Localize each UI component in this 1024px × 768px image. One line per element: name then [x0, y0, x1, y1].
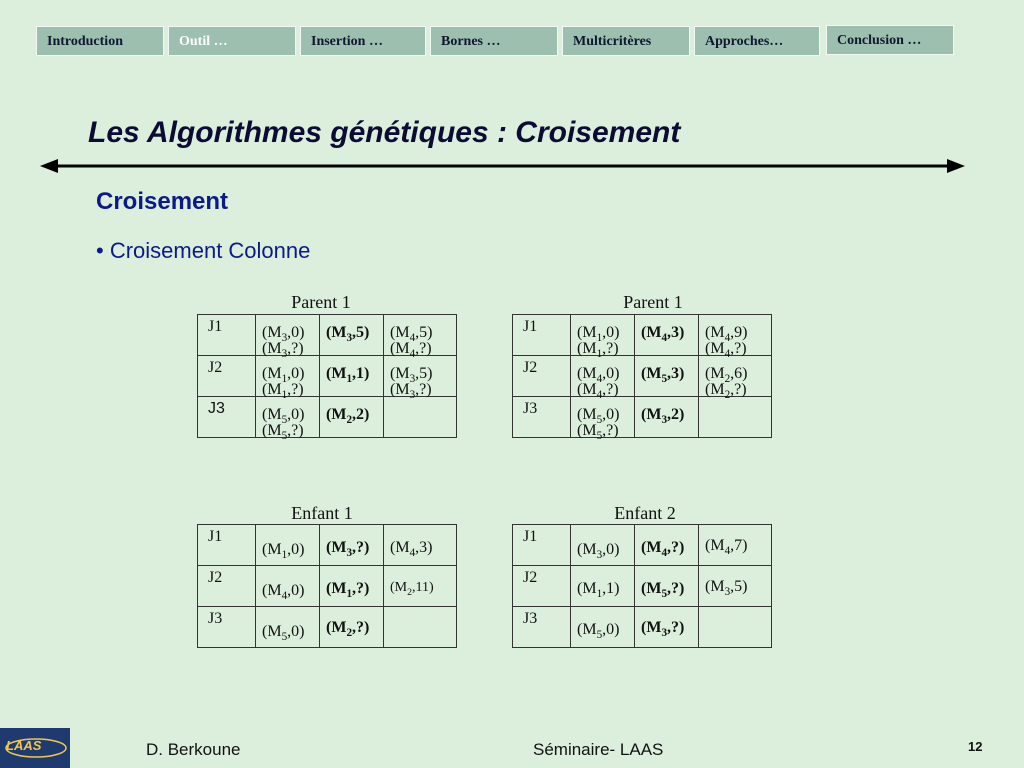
machine-cell: $(M_3,5)$ [320, 315, 384, 356]
tab-multicriteres[interactable]: Multicritères [562, 26, 690, 56]
tab-introduction[interactable]: Introduction [36, 26, 164, 56]
tab-insertion[interactable]: Insertion … [300, 26, 426, 56]
table-row [513, 315, 772, 356]
bullet-text: Croisement Colonne [109, 238, 311, 263]
table-row [198, 525, 457, 566]
bullet-mark: • [96, 238, 104, 263]
section-heading: Croisement [96, 188, 229, 215]
machine-cell: $(M_1,1)$ [571, 566, 635, 607]
machine-cell: $(M_4,0)$ $(M_4,?)$ [571, 356, 635, 397]
logo-text: LAAS [6, 738, 42, 753]
bullet-item [96, 238, 310, 264]
machine-cell: $(M_4,7)$ [699, 525, 772, 566]
laas-logo [0, 728, 70, 768]
slide-title: Les Algorithmes génétiques : Croisement [88, 116, 681, 149]
machine-cell [384, 397, 457, 438]
table-row [513, 525, 772, 566]
machine-cell: $(M_3,5)$ $(M_3,?)$ [384, 356, 457, 397]
footer-event: Séminaire- LAAS [533, 740, 664, 759]
tab-conclusion[interactable]: Conclusion … [826, 25, 954, 55]
machine-cell [699, 397, 772, 438]
machine-cell [699, 607, 772, 648]
job-cell: J3 [198, 397, 256, 438]
machine-cell: $(M_3,?)$ [635, 607, 699, 648]
job-cell: J2 [513, 566, 571, 607]
job-cell: J2 [198, 566, 256, 607]
table-row [198, 397, 457, 438]
machine-cell: $(M_4,5)$ $(M_4,?)$ [384, 315, 457, 356]
child2-label: Enfant 2 [614, 503, 676, 523]
table-row [198, 356, 457, 397]
machine-cell: $(M_4,0)$ [256, 566, 320, 607]
section-nav [0, 26, 1024, 60]
machine-cell: $(M_4,3)$ [384, 525, 457, 566]
machine-cell: $(M_5,3)$ [635, 356, 699, 397]
table-row [513, 566, 772, 607]
table-row [198, 607, 457, 648]
parent1-label: Parent 1 [291, 292, 351, 312]
tab-outil[interactable]: Outil … [168, 26, 296, 56]
machine-cell [384, 607, 457, 648]
machine-cell: $(M_3,0)$ $(M_3,?)$ [256, 315, 320, 356]
machine-cell: $(M_5,0)$ [571, 607, 635, 648]
job-cell: J3 [513, 607, 571, 648]
job-cell: J2 [198, 356, 256, 397]
machine-cell: $(M_4,3)$ [635, 315, 699, 356]
child1-label: Enfant 1 [291, 503, 353, 523]
machine-cell: $(M_5,0)$ $(M_5,?)$ [571, 397, 635, 438]
job-cell: J1 [513, 315, 571, 356]
parent2-label: Parent 1 [623, 292, 683, 312]
table-row [513, 607, 772, 648]
machine-cell: $(M_2,?)$ [320, 607, 384, 648]
parent2-table [512, 314, 772, 443]
machine-cell: $(M_5,0)$ [256, 607, 320, 648]
machine-cell: $(M_1,0)$ $(M_1,?)$ [256, 356, 320, 397]
machine-cell: $(M_4,9)$ $(M_4,?)$ [699, 315, 772, 356]
page-number: 12 [968, 739, 983, 754]
machine-cell: $(M_2,6)$ $(M_2,?)$ [699, 356, 772, 397]
parent1-table [197, 314, 457, 443]
machine-cell: $(M_1,0)$ [256, 525, 320, 566]
job-cell: J1 [513, 525, 571, 566]
job-cell: J1 [198, 525, 256, 566]
job-cell: J3 [198, 607, 256, 648]
machine-cell: $(M_2,2)$ [320, 397, 384, 438]
job-cell: J1 [198, 315, 256, 356]
table-row [198, 566, 457, 607]
machine-cell: $(M_1,?)$ [320, 566, 384, 607]
machine-cell: $(M_3,5)$ [699, 566, 772, 607]
machine-cell: $(M_1,1)$ [320, 356, 384, 397]
table-row [198, 315, 457, 356]
machine-cell: $(M_5,?)$ [635, 566, 699, 607]
table-row [513, 356, 772, 397]
title-double-arrow [40, 155, 965, 177]
footer-author: D. Berkoune [146, 740, 241, 759]
machine-cell: $(M_4,?)$ [635, 525, 699, 566]
child1-table [197, 524, 457, 648]
machine-cell: $(M_3,?)$ [320, 525, 384, 566]
machine-cell: $(M_5,0)$ $(M_5,?)$ [256, 397, 320, 438]
machine-cell: $(M_1,0)$ $(M_1,?)$ [571, 315, 635, 356]
tab-approches[interactable]: Approches… [694, 26, 820, 56]
job-cell: J3 [513, 397, 571, 438]
job-cell: J2 [513, 356, 571, 397]
table-row [513, 397, 772, 438]
machine-cell: $(M_3,0)$ [571, 525, 635, 566]
tab-bornes[interactable]: Bornes … [430, 26, 558, 56]
child2-table [512, 524, 772, 648]
machine-cell: $(M_3,2)$ [635, 397, 699, 438]
machine-cell: $(M_2,11)$ [384, 566, 457, 607]
